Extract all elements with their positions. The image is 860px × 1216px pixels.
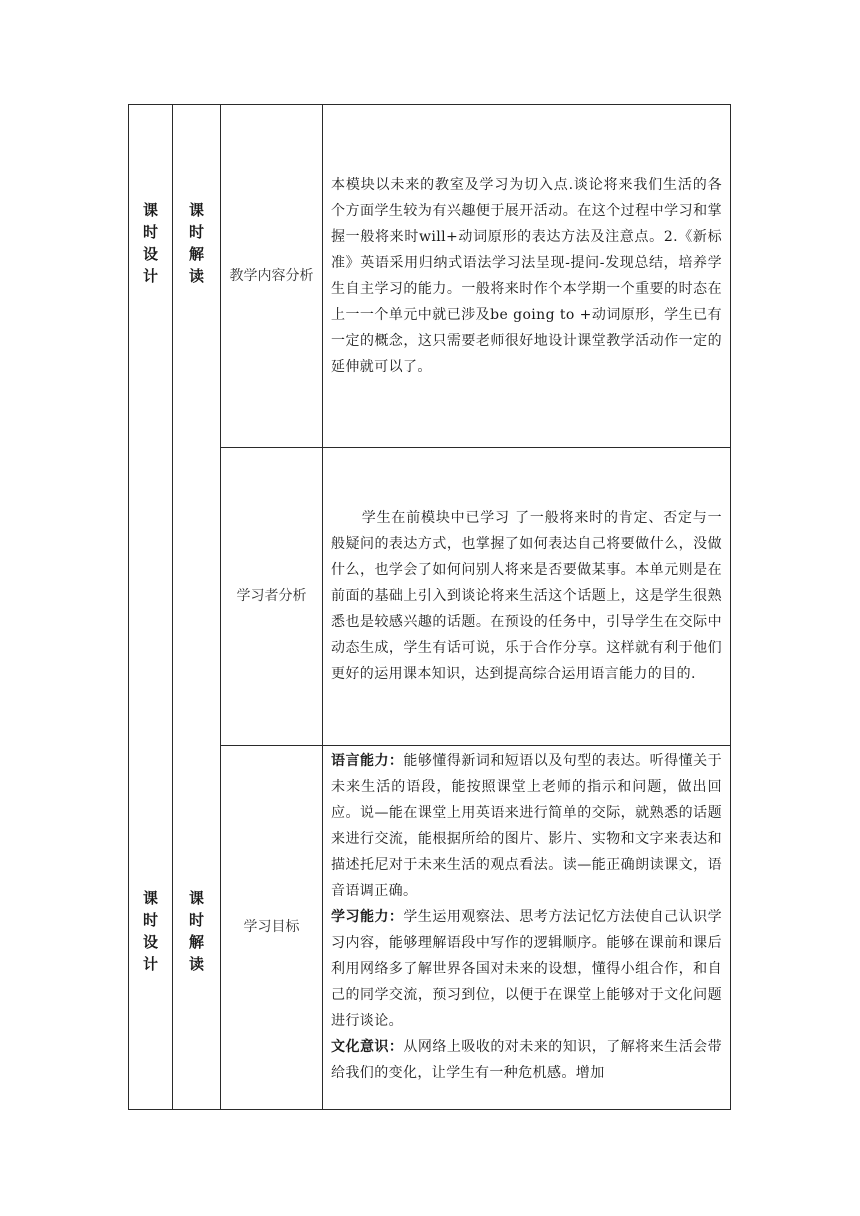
goal-heading: 学习能力： [331,908,404,925]
row-label-learning-goals: 学习目标 [221,745,323,1109]
table-row-content-analysis [129,105,731,448]
row-label-content-analysis: 教学内容分析 [221,105,323,448]
lesson-design-table [128,104,731,1110]
goal-heading: 文化意识： [331,1038,404,1055]
goal-cultural-awareness [331,1034,722,1086]
goal-text: 从网络上吸收的对未来的知识，了解将来生活会带给我们的变化，让学生有一种危机感。增加 [331,1038,722,1081]
row-label-learner-analysis: 学习者分析 [221,448,323,745]
learner-analysis-text: 学生在前模块中已学习 了一般将来时的肯定、否定与一般疑问的表达方式，也掌握了如何表达自己将要做什么，没做什么，也学会了如何问别人将来是否要做某事。本单元则是在前面的基础上引入到谈论将来生活这个话题上，这是学生很熟悉也是较感兴趣的话题。在预设的任务中，引导学生在交际中动态生成，学生有话可说，乐于合作分享。这样就有利于他们更好的运用课本知识，达到提高综合运用语言能力的目的. [323,448,731,745]
goal-language-ability [331,748,722,904]
goal-heading: 语言能力： [331,752,404,769]
learning-goals-text [323,745,731,1109]
outer-label-top: 课 时 设 计 [142,201,158,285]
inner-label-bottom: 课 时 解 读 [188,889,204,973]
goal-learning-ability [331,904,722,1034]
goal-text: 能够懂得新词和短语以及句型的表达。听得懂关于未来生活的语段，能按照课堂上老师的指示和问题，做出回应。说—能在课堂上用英语来进行简单的交际，就熟悉的话题来进行交流，能根据所给的图片、影片、实物和文字来表达和描述托尼对于未来生活的观点看法。读—能正确朗读课文，语音语调正确。 [331,752,722,899]
inner-label-column [173,105,221,1110]
content-analysis-text: 本模块以未来的教室及学习为切入点.谈论将来我们生活的各个方面学生较为有兴趣便于展开活动。在这个过程中学习和掌握一般将来时will+动词原形的表达方法及注意点。2.《新标准》英语采用归纳式语法学习法呈现-提问-发现总结，培养学生自主学习的能力。一般将来时作个本学期一个重要的时态在上一一个单元中就已涉及be going to +动词原形，学生已有一定的概念，这只需要老师很好地设计课堂教学活动作一定的延伸就可以了。 [323,105,731,448]
inner-label-top: 课 时 解 读 [188,201,204,285]
outer-label-column [129,105,173,1110]
outer-label-bottom: 课 时 设 计 [142,889,158,973]
goal-text: 学生运用观察法、思考方法记忆方法使自己认识学习内容，能够理解语段中写作的逻辑顺序。能够在课前和课后利用网络多了解世界各国对未来的设想，懂得小组合作，和自己的同学交流，预习到位，以便于在课堂上能够对于文化问题进行谈论。 [331,908,722,1029]
